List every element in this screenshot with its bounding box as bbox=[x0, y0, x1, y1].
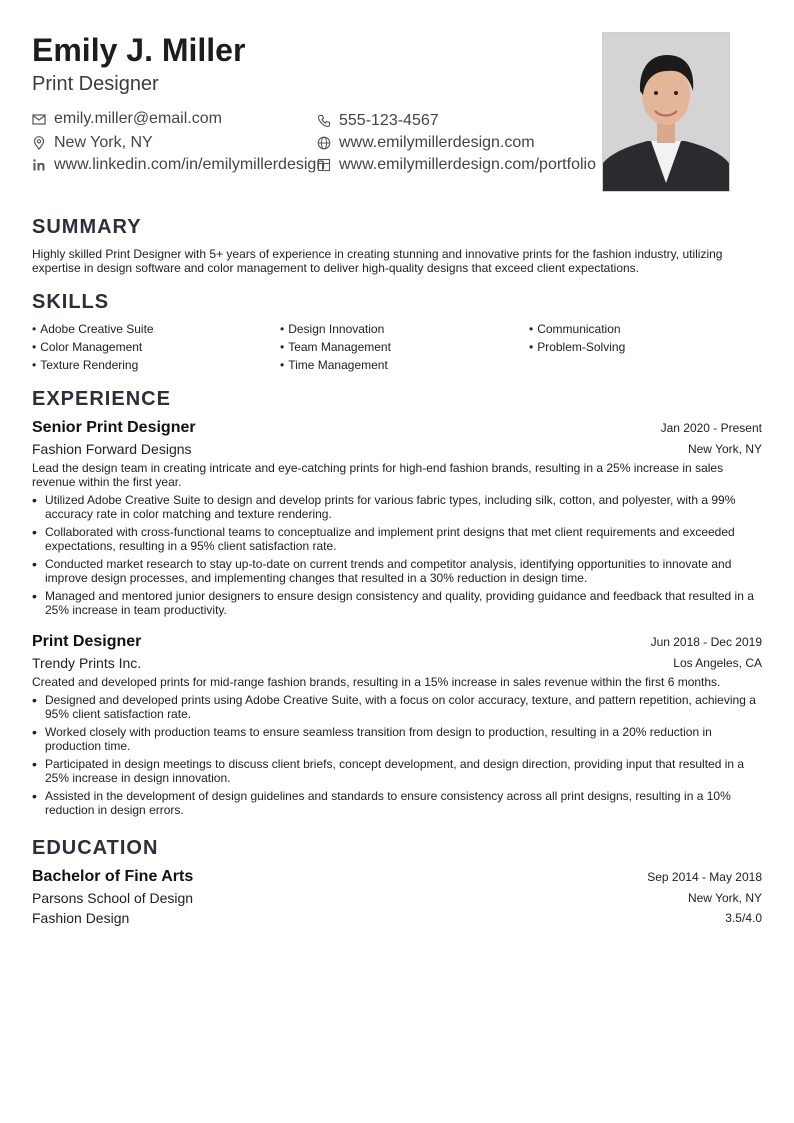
skill-item: • Team Management bbox=[280, 340, 391, 354]
job-bullet: • Designed and developed prints using Adobe Creative Suite, with a focus on color accuracy, texture, and pattern repetition, achieving a 95% client satisfaction rate. bbox=[32, 692, 756, 721]
skill-item: • Color Management bbox=[32, 340, 142, 354]
job-bullet-text: Collaborated with cross-functional teams to conceptualize and implement print designs that met client requirements and exceeded expectations, resulting in a 95% client satisfaction rate. bbox=[45, 525, 735, 553]
summary-text: Highly skilled Print Designer with 5+ years of experience in creating stunning and innovative prints for the fashion industry, utilizing expertise in design software and color management to deliver high-quality designs that exceed client expectations. bbox=[32, 247, 723, 275]
skills-heading: SKILLS bbox=[32, 291, 110, 313]
phone-icon bbox=[317, 114, 331, 128]
location-text: New York, NY bbox=[54, 134, 153, 151]
job-dates: Jan 2020 - Present bbox=[660, 421, 762, 435]
skill-item: • Adobe Creative Suite bbox=[32, 322, 154, 336]
education-school: Parsons School of Design bbox=[32, 890, 194, 906]
job-bullet: • Conducted market research to stay up-to-date on current trends and competitor analysis, identifying opportunities to innovate and improve design processes, and implementing changes that resulted in a 30% reduction in design time. bbox=[32, 556, 732, 585]
skill-item: • Texture Rendering bbox=[32, 358, 138, 372]
education-degree: Bachelor of Fine Arts bbox=[32, 868, 194, 885]
job-bullet-text: Designed and developed prints using Adobe Creative Suite, with a focus on color accuracy, texture, and pattern repetition, achieving a 95% client satisfaction rate. bbox=[45, 693, 756, 721]
job-summary: Lead the design team in creating intricate and eye-catching prints for high-end fashion brands, resulting in a 25% increase in sales revenue within the first year. bbox=[32, 461, 724, 489]
job-bullet-text: Utilized Adobe Creative Suite to design and develop prints for various fabric types, including silk, cotton, and polyester, with a 99% accuracy rate in color matching and texture rendering. bbox=[45, 493, 736, 521]
mail-icon bbox=[32, 112, 46, 126]
job-bullet: • Collaborated with cross-functional teams to conceptualize and implement print designs that met client requirements and exceeded expectations, resulting in a 95% client satisfaction rate. bbox=[32, 524, 735, 553]
job-bullet-text: Conducted market research to stay up-to-date on current trends and competitor analysis, identifying opportunities to innovate and improve design processes, and implementing changes that resulted in a 30% reduction in design time. bbox=[45, 557, 732, 585]
job-bullet-text: Managed and mentored junior designers to ensure design consistency and quality, providing guidance and feedback that resulted in a 25% increase in team productivity. bbox=[45, 589, 754, 617]
job-bullet: • Participated in design meetings to discuss client briefs, concept development, and design direction, providing input that resulted in a 25% increase in design innovation. bbox=[32, 756, 745, 785]
location-icon bbox=[32, 136, 46, 150]
job-bullet: • Assisted in the development of design guidelines and standards to ensure consistency across all print designs, resulting in a 10% reduction in design errors. bbox=[32, 788, 731, 817]
job-dates: Jun 2018 - Dec 2019 bbox=[650, 635, 762, 649]
job-location: Los Angeles, CA bbox=[673, 656, 762, 670]
candidate-title: Print Designer bbox=[32, 73, 159, 95]
education-gpa: 3.5/4.0 bbox=[725, 911, 762, 925]
website-text: www.emilymillerdesign.com bbox=[339, 134, 535, 151]
candidate-name: Emily J. Miller bbox=[32, 32, 246, 68]
education-heading: EDUCATION bbox=[32, 837, 159, 859]
profile-photo bbox=[602, 32, 730, 192]
job-bullet-text: Participated in design meetings to discuss client briefs, concept development, and design direction, providing input that resulted in a 25% increase in design innovation. bbox=[45, 757, 745, 785]
experience-heading: EXPERIENCE bbox=[32, 388, 171, 410]
linkedin-icon bbox=[32, 158, 46, 172]
job-summary: Created and developed prints for mid-range fashion brands, resulting in a 15% increase in sales revenue within the first 6 months. bbox=[32, 675, 721, 689]
skill-item: • Communication bbox=[529, 322, 621, 336]
phone-text: 555-123-4567 bbox=[339, 112, 439, 129]
job-location: New York, NY bbox=[687, 442, 762, 456]
job-bullet-text: Assisted in the development of design guidelines and standards to ensure consistency across all print designs, resulting in a 10% reduction in design errors. bbox=[45, 789, 731, 817]
skill-item: • Problem-Solving bbox=[529, 340, 625, 354]
job-company: Trendy Prints Inc. bbox=[32, 655, 142, 671]
education-location: New York, NY bbox=[687, 891, 762, 905]
profile-photo-image bbox=[603, 33, 729, 191]
job-role: Senior Print Designer bbox=[32, 419, 196, 436]
job-company: Fashion Forward Designs bbox=[32, 441, 192, 457]
summary-heading: SUMMARY bbox=[32, 216, 142, 238]
job-bullet: • Managed and mentored junior designers to ensure design consistency and quality, providing guidance and feedback that resulted in a 25% increase in team productivity. bbox=[32, 588, 754, 617]
education-dates: Sep 2014 - May 2018 bbox=[647, 870, 762, 884]
globe-icon bbox=[317, 136, 331, 150]
job-bullet: • Utilized Adobe Creative Suite to design and develop prints for various fabric types, including silk, cotton, and polyester, with a 99% accuracy rate in color matching and texture rendering. bbox=[32, 492, 736, 521]
linkedin-text: www.linkedin.com/in/emilymillerdesign bbox=[54, 156, 326, 173]
job-role: Print Designer bbox=[32, 633, 142, 650]
education-major: Fashion Design bbox=[32, 910, 130, 926]
portfolio-icon bbox=[317, 158, 331, 172]
job-bullet-text: Worked closely with production teams to ensure seamless transition from design to production, resulting in a 20% reduction in production time. bbox=[45, 725, 712, 753]
skill-item: • Design Innovation bbox=[280, 322, 384, 336]
email-text: emily.miller@email.com bbox=[54, 110, 222, 127]
job-bullet: • Worked closely with production teams to ensure seamless transition from design to production, resulting in a 20% reduction in production time. bbox=[32, 724, 712, 753]
portfolio-text: www.emilymillerdesign.com/portfolio bbox=[339, 156, 596, 173]
skill-item: • Time Management bbox=[280, 358, 388, 372]
